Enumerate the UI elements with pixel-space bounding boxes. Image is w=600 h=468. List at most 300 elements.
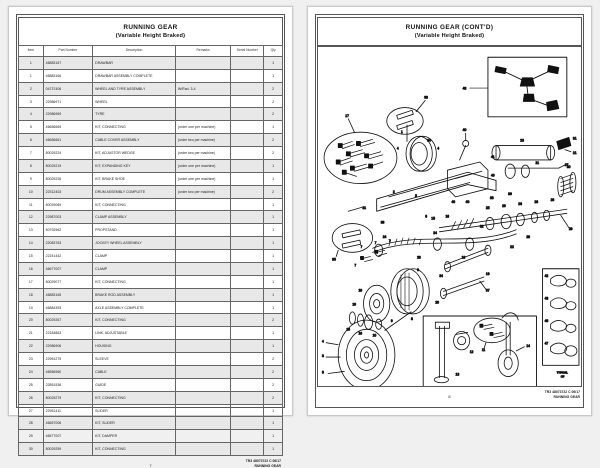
cell-part-number: 22951279	[43, 353, 93, 366]
cell-remarks	[175, 314, 230, 327]
cell-description: KIT, DAMPER	[93, 430, 176, 443]
svg-text:30: 30	[566, 165, 571, 170]
cell-item: 25	[19, 378, 44, 391]
svg-text:27: 27	[564, 163, 569, 168]
cell-item: 5	[19, 121, 44, 134]
parts-table-head	[19, 46, 283, 57]
svg-text:36: 36	[380, 220, 385, 225]
cell-remarks	[175, 108, 230, 121]
svg-text:40: 40	[451, 200, 456, 205]
cell-description: KIT, BRAKE SHOE	[93, 172, 176, 185]
table-row	[19, 108, 283, 121]
cell-description: TYRE	[93, 108, 176, 121]
cell-qty: 1	[264, 275, 283, 288]
svg-text:10: 10	[358, 288, 363, 293]
svg-text:19: 19	[485, 272, 490, 277]
footer-section: RUNNING GEAR	[553, 394, 580, 399]
cell-part-number: 80029259	[43, 443, 93, 456]
svg-text:3: 3	[322, 354, 324, 359]
svg-text:31: 31	[572, 136, 577, 141]
cell-serial-number	[231, 353, 264, 366]
cell-item: 17	[19, 275, 44, 288]
cell-description: WHEEL	[93, 95, 176, 108]
cell-qty: 2	[264, 82, 283, 95]
cell-remarks	[175, 288, 230, 301]
cell-part-number: 46577007	[43, 430, 93, 443]
svg-text:42: 42	[544, 274, 549, 279]
column-header-item: Item	[19, 46, 44, 57]
cell-remarks	[175, 327, 230, 340]
cell-description: CLAMP	[93, 250, 176, 263]
svg-text:28: 28	[526, 235, 530, 240]
cell-remarks	[175, 301, 230, 314]
svg-text:16: 16	[445, 214, 450, 219]
cell-remarks: W/Rad. 3-4	[175, 82, 230, 95]
cell-qty: 2	[264, 365, 283, 378]
cell-part-number: 80029219	[43, 159, 93, 172]
left-page-title-block	[18, 17, 283, 45]
cell-serial-number	[231, 211, 264, 224]
svg-text:39: 39	[508, 192, 512, 197]
cell-item: 15	[19, 250, 44, 263]
cell-remarks	[175, 443, 230, 456]
table-row	[19, 159, 283, 172]
cell-serial-number	[231, 121, 264, 134]
cell-serial-number	[231, 340, 264, 353]
cell-qty: 2	[264, 391, 283, 404]
svg-text:11: 11	[481, 348, 486, 353]
table-row	[19, 443, 283, 456]
svg-text:12: 12	[469, 350, 474, 355]
table-row	[19, 224, 283, 237]
table-row	[19, 417, 283, 430]
svg-text:2: 2	[392, 189, 395, 194]
cell-item: 28	[19, 417, 44, 430]
cell-item: 29	[19, 430, 44, 443]
page-number: 7	[149, 463, 152, 468]
svg-text:31: 31	[362, 206, 367, 211]
svg-text:47: 47	[544, 341, 549, 346]
cell-description: SLIDER	[93, 404, 176, 417]
svg-text:5: 5	[415, 194, 417, 199]
cell-serial-number	[231, 391, 264, 404]
svg-text:10: 10	[372, 333, 377, 338]
cell-item: 3	[19, 95, 44, 108]
cell-serial-number	[231, 69, 264, 82]
svg-text:9: 9	[390, 319, 393, 324]
cell-description: BRAKE ROD ASSEMBLY	[93, 288, 176, 301]
cell-item: 4	[19, 108, 44, 121]
cell-qty: 2	[264, 95, 283, 108]
table-row	[19, 211, 283, 224]
svg-text:4: 4	[322, 339, 324, 344]
svg-text:26: 26	[518, 202, 522, 207]
svg-text:10: 10	[346, 327, 350, 332]
cell-item: 23	[19, 353, 44, 366]
svg-text:10: 10	[358, 331, 363, 336]
svg-text:7: 7	[354, 263, 357, 268]
cell-item: 18	[19, 288, 44, 301]
cell-item: 30	[19, 443, 44, 456]
cell-serial-number	[231, 185, 264, 198]
svg-text:5: 5	[322, 370, 324, 375]
footer-section: RUNNING GEAR	[254, 463, 281, 468]
cell-item: 9	[19, 172, 44, 185]
cell-item: 2	[19, 82, 44, 95]
diagram-illustration	[318, 47, 581, 386]
svg-text:4: 4	[437, 146, 440, 151]
cell-part-number: 22241442	[43, 250, 93, 263]
svg-text:TYPICAL: TYPICAL	[556, 371, 568, 375]
cell-qty: 1	[264, 430, 283, 443]
table-row	[19, 147, 283, 160]
cell-remarks	[175, 211, 230, 224]
column-header-qty: Qty	[264, 46, 283, 57]
cell-item: 1	[19, 69, 44, 82]
table-row	[19, 262, 283, 275]
cell-serial-number	[231, 262, 264, 275]
cell-remarks	[175, 250, 230, 263]
cell-qty: 2	[264, 353, 283, 366]
svg-text:46: 46	[544, 319, 549, 324]
cell-description: CLAMP	[93, 262, 176, 275]
cell-item: 1	[19, 56, 44, 69]
svg-text:14: 14	[526, 343, 530, 348]
table-row	[19, 95, 283, 108]
page-title: RUNNING GEAR	[123, 24, 178, 31]
cell-serial-number	[231, 288, 264, 301]
cell-serial-number	[231, 237, 264, 250]
cell-serial-number	[231, 430, 264, 443]
cell-description: KIT, CONNECTING	[93, 314, 176, 327]
table-row	[19, 430, 283, 443]
cell-qty: 1	[264, 172, 283, 185]
cell-part-number: 80029077	[43, 275, 93, 288]
cell-item: 13	[19, 224, 44, 237]
cell-item: 24	[19, 365, 44, 378]
svg-text:40: 40	[465, 200, 470, 205]
svg-text:7: 7	[360, 245, 363, 250]
cell-remarks: (order two per machine)	[175, 134, 230, 147]
cell-qty: 1	[264, 288, 283, 301]
cell-part-number: 80029267	[43, 314, 93, 327]
cell-part-number: 22986906	[43, 340, 93, 353]
cell-part-number: 46883167	[43, 56, 93, 69]
svg-text:21: 21	[535, 161, 540, 166]
svg-text:24: 24	[382, 235, 387, 240]
cell-qty: 1	[264, 262, 283, 275]
table-row	[19, 69, 283, 82]
cell-remarks: (order two per machine)	[175, 147, 230, 160]
cell-remarks	[175, 417, 230, 430]
svg-text:35: 35	[332, 257, 336, 262]
svg-text:26: 26	[534, 200, 539, 205]
cell-description: KIT, SLIDER	[93, 417, 176, 430]
cell-serial-number	[231, 198, 264, 211]
column-header-part-number: Part Number	[43, 46, 93, 57]
table-row	[19, 378, 283, 391]
cell-description: WHEEL AND TYRE ASSEMBLY	[93, 82, 176, 95]
svg-text:7: 7	[388, 239, 391, 244]
cell-description: KIT, CONNECTING	[93, 443, 176, 456]
cell-part-number: 22951411	[43, 404, 93, 417]
cell-item: 8	[19, 159, 44, 172]
cell-remarks	[175, 275, 230, 288]
exploded-diagram	[317, 46, 582, 387]
left-page-parts-list	[8, 6, 293, 468]
cell-serial-number	[231, 95, 264, 108]
svg-text:23: 23	[520, 138, 524, 143]
table-row	[19, 365, 283, 378]
cell-description: GUIDE	[93, 378, 176, 391]
svg-text:29: 29	[568, 226, 573, 231]
table-row	[19, 301, 283, 314]
cell-description: SLEEVE	[93, 353, 176, 366]
page-subtitle: (Variable Height Braked)	[115, 32, 186, 39]
cell-qty: 1	[264, 56, 283, 69]
footer-code: TR3 48073722 C 06/17	[544, 390, 580, 394]
svg-text:20: 20	[435, 300, 439, 305]
svg-text:7: 7	[374, 241, 377, 246]
page-number: 8	[448, 394, 451, 399]
cell-remarks	[175, 365, 230, 378]
cell-serial-number	[231, 275, 264, 288]
footer-code: TR3 48073722 C 06/17	[245, 459, 281, 464]
cell-part-number: 46883166	[43, 69, 93, 82]
table-row	[19, 82, 283, 95]
cell-description: DRAWBAR ASSEMBLY COMPLETE	[93, 69, 176, 82]
cell-serial-number	[231, 417, 264, 430]
cell-part-number: 46657006	[43, 417, 93, 430]
cell-part-number: 22312403	[43, 185, 93, 198]
cell-serial-number	[231, 301, 264, 314]
cell-part-number: 46556960	[43, 365, 93, 378]
table-row	[19, 314, 283, 327]
svg-text:10: 10	[352, 302, 356, 307]
cell-description: LINK, ADJUSTABLE	[93, 327, 176, 340]
cell-part-number: 04737406	[43, 82, 93, 95]
cell-description: KIT, ADJUSTOR WEDGE	[93, 147, 176, 160]
svg-text:32: 32	[479, 224, 484, 229]
svg-text:8: 8	[411, 317, 413, 322]
cell-part-number: 80029226	[43, 172, 93, 185]
cell-serial-number	[231, 147, 264, 160]
cell-description: PROPSTAND	[93, 224, 176, 237]
cell-serial-number	[231, 378, 264, 391]
cell-serial-number	[231, 250, 264, 263]
cell-qty: 1	[264, 301, 283, 314]
cell-remarks	[175, 378, 230, 391]
table-row	[19, 353, 283, 366]
cell-description: KIT, CONNECTING	[93, 198, 176, 211]
cell-remarks: (order one per machine)	[175, 121, 230, 134]
cell-serial-number	[231, 443, 264, 456]
svg-text:25: 25	[485, 206, 490, 211]
cell-description: HOUSING	[93, 340, 176, 353]
cell-serial-number	[231, 56, 264, 69]
cell-qty: 2	[264, 185, 283, 198]
cell-item: 22	[19, 340, 44, 353]
cell-qty: 2	[264, 134, 283, 147]
cell-item: 6	[19, 134, 44, 147]
cell-description: CABLE COVER ASSEMBLY	[93, 134, 176, 147]
cell-qty: 1	[264, 69, 283, 82]
svg-text:23: 23	[417, 255, 421, 260]
cell-qty: 1	[264, 237, 283, 250]
svg-text:37: 37	[485, 288, 490, 293]
cell-part-number: 22987003	[43, 211, 93, 224]
right-page-footer	[317, 387, 582, 409]
svg-text:OF: OF	[560, 375, 565, 379]
cell-remarks	[175, 262, 230, 275]
svg-text:41: 41	[490, 155, 495, 160]
cell-part-number: 22083763	[43, 237, 93, 250]
cell-description: KIT, CONNECTING	[93, 391, 176, 404]
cell-item: 27	[19, 404, 44, 417]
table-row	[19, 172, 283, 185]
cell-part-number: 46656669	[43, 121, 93, 134]
svg-text:40: 40	[462, 128, 467, 133]
table-row	[19, 198, 283, 211]
cell-part-number: 80029279	[43, 391, 93, 404]
cell-item: 14	[19, 237, 44, 250]
cell-part-number: 80029224	[43, 147, 93, 160]
table-header-row	[19, 46, 283, 57]
table-row	[19, 275, 283, 288]
footer-identifier	[545, 390, 580, 399]
cell-serial-number	[231, 159, 264, 172]
cell-serial-number	[231, 134, 264, 147]
cell-qty: 1	[264, 224, 283, 237]
column-header-remarks: Remarks	[175, 46, 230, 57]
table-row	[19, 237, 283, 250]
svg-text:26: 26	[502, 204, 506, 209]
svg-text:33: 33	[424, 95, 428, 100]
cell-description: KIT, CONNECTING	[93, 121, 176, 134]
table-row	[19, 404, 283, 417]
svg-text:1: 1	[400, 130, 403, 135]
cell-description: DRAWBAR	[93, 56, 176, 69]
column-header-description: Description	[93, 46, 176, 57]
cell-description: AXLE ASSEMBLY COMPLETE	[93, 301, 176, 314]
svg-text:40: 40	[490, 173, 495, 178]
table-row	[19, 134, 283, 147]
cell-qty: 1	[264, 211, 283, 224]
page-subtitle: (Variable Height Braked)	[414, 32, 485, 39]
parts-table-body	[19, 56, 283, 455]
cell-qty: 1	[264, 340, 283, 353]
cell-part-number: 46677007	[43, 262, 93, 275]
cell-part-number: 22986971	[43, 95, 93, 108]
cell-qty: 1	[264, 159, 283, 172]
cell-serial-number	[231, 365, 264, 378]
cell-description: JOCKEY WHEEL ASSEMBLY	[93, 237, 176, 250]
cell-part-number: 22184863	[43, 327, 93, 340]
cell-item: 19	[19, 301, 44, 314]
cell-part-number: 22851536	[43, 378, 93, 391]
cell-remarks	[175, 224, 230, 237]
svg-text:15: 15	[431, 216, 435, 221]
cell-serial-number	[231, 82, 264, 95]
cell-description: CLAMP ASSEMBLY	[93, 211, 176, 224]
cell-remarks	[175, 198, 230, 211]
cell-remarks	[175, 56, 230, 69]
cell-remarks	[175, 404, 230, 417]
cell-remarks: (order two per machine)	[175, 185, 230, 198]
svg-text:34: 34	[427, 138, 431, 143]
cell-qty: 1	[264, 443, 283, 456]
svg-text:9: 9	[417, 267, 419, 273]
cell-remarks	[175, 430, 230, 443]
cell-remarks: (order one per machine)	[175, 159, 230, 172]
table-row	[19, 288, 283, 301]
svg-text:48: 48	[462, 86, 467, 91]
svg-text:34: 34	[439, 274, 443, 279]
table-row	[19, 56, 283, 69]
svg-text:22: 22	[510, 245, 514, 250]
cell-remarks: (order one per machine)	[175, 172, 230, 185]
cell-description: CABLE	[93, 365, 176, 378]
cell-serial-number	[231, 108, 264, 121]
footer-identifier	[246, 459, 281, 468]
cell-part-number: 46656661	[43, 134, 93, 147]
cell-item: 12	[19, 211, 44, 224]
cell-item: 16	[19, 262, 44, 275]
cell-qty: 2	[264, 378, 283, 391]
right-page-diagram	[307, 6, 592, 416]
cell-description: KIT, CONNECTING	[93, 275, 176, 288]
svg-text:21: 21	[572, 150, 577, 155]
cell-qty: 1	[264, 327, 283, 340]
cell-item: 26	[19, 391, 44, 404]
cell-description: KIT, EXPANDING KEY	[93, 159, 176, 172]
cell-item: 11	[19, 198, 44, 211]
svg-text:24: 24	[433, 231, 437, 236]
svg-text:43: 43	[544, 296, 549, 301]
cell-part-number: 80029069	[43, 198, 93, 211]
svg-text:17: 17	[345, 113, 349, 119]
cell-qty: 1	[264, 198, 283, 211]
cell-part-number: 22986969	[43, 108, 93, 121]
cell-qty: 1	[264, 417, 283, 430]
cell-qty: 1	[264, 121, 283, 134]
svg-text:26: 26	[550, 198, 555, 203]
svg-text:6: 6	[425, 214, 428, 219]
cell-qty: 1	[264, 250, 283, 263]
cell-qty: 2	[264, 314, 283, 327]
cell-serial-number	[231, 327, 264, 340]
cell-item: 10	[19, 185, 44, 198]
cell-remarks	[175, 353, 230, 366]
column-header-serial: Serial Number	[231, 46, 264, 57]
parts-table	[18, 45, 283, 456]
table-row	[19, 391, 283, 404]
cell-item: 21	[19, 327, 44, 340]
right-page-title-block	[317, 17, 582, 46]
cell-description: DRUM ASSEMBLY COMPLETE	[93, 185, 176, 198]
svg-text:13: 13	[455, 372, 460, 377]
cell-qty: 1	[264, 404, 283, 417]
table-row	[19, 327, 283, 340]
svg-text:18: 18	[461, 255, 466, 260]
cell-serial-number	[231, 404, 264, 417]
cell-serial-number	[231, 172, 264, 185]
cell-part-number: 46884393	[43, 301, 93, 314]
table-row	[19, 121, 283, 134]
svg-text:38: 38	[489, 196, 494, 201]
cell-remarks	[175, 340, 230, 353]
cell-remarks	[175, 95, 230, 108]
